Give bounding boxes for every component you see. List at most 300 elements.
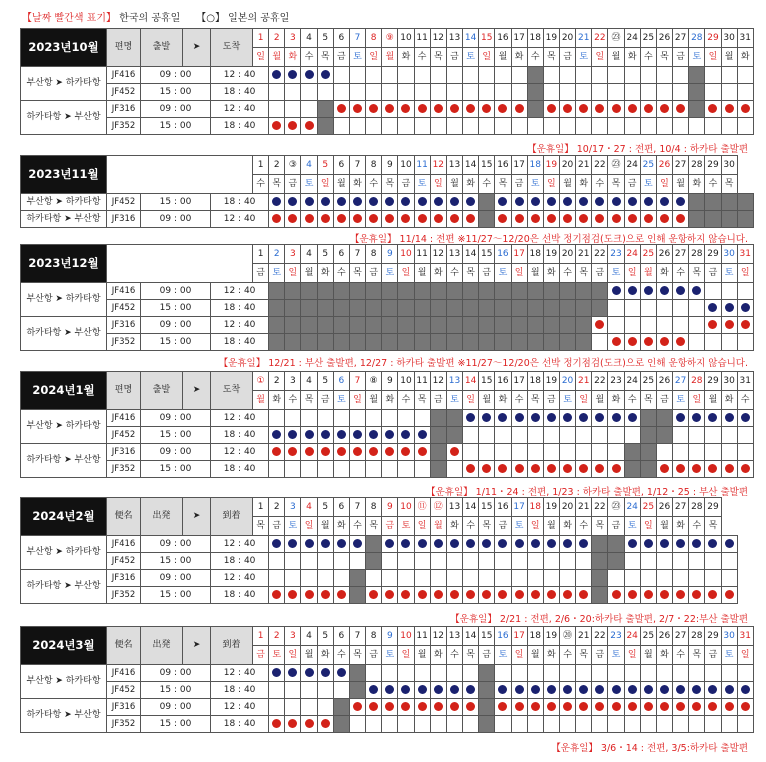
closed-days-note: 【운휴일】 12/21 : 부산 출발편, 12/27 : 하카타 출발편 ※11/27～12/20은 선박 정기점검(도크)으로 인해 운항하지 않습니다.	[218, 358, 748, 369]
weekday-cell: 화	[511, 48, 527, 67]
departure-time: 15 : 00	[141, 300, 211, 317]
date-cell: 13	[446, 29, 462, 48]
day-cell	[705, 716, 721, 733]
day-cell	[592, 427, 608, 444]
date-cell: 8	[366, 245, 382, 264]
flight-number: JF316	[107, 211, 141, 228]
sailing-dot	[337, 447, 346, 456]
arrival-time: 12 : 40	[211, 665, 269, 682]
date-cell: 7	[349, 245, 365, 264]
weekday-cell: 토	[511, 517, 527, 536]
sailing-dot	[644, 197, 653, 206]
date-cell: 29	[705, 627, 721, 646]
date-cell: 23	[608, 372, 624, 391]
day-cell	[269, 461, 285, 478]
closed-cell	[366, 317, 382, 334]
weekday-cell: 수	[446, 646, 462, 665]
closed-cell	[269, 317, 285, 334]
sailing-dot	[547, 197, 556, 206]
date-cell: 30	[721, 156, 737, 175]
header-blank	[107, 156, 253, 194]
weekday-cell: 금	[479, 646, 495, 665]
sailing-dot	[369, 447, 378, 456]
sailing-dot	[741, 413, 750, 422]
day-cell	[559, 194, 575, 211]
sailing-dot	[498, 539, 507, 548]
day-cell	[576, 570, 592, 587]
date-cell: 22	[592, 498, 608, 517]
closed-cell	[640, 461, 656, 478]
sailing-dot	[628, 214, 637, 223]
date-cell: 11	[414, 29, 430, 48]
day-cell	[705, 570, 721, 587]
weekday-cell: 금	[253, 646, 269, 665]
weekday-cell: 월	[543, 517, 559, 536]
date-cell: 4	[301, 29, 317, 48]
flight-number: JF352	[107, 334, 141, 351]
day-cell	[398, 67, 414, 84]
weekday-cell: 월	[333, 175, 349, 194]
day-cell	[705, 101, 721, 118]
weekday-cell: 수	[333, 264, 349, 283]
flight-row	[21, 84, 754, 101]
day-cell	[511, 682, 527, 699]
closed-cell	[527, 334, 543, 351]
weekday-cell: 일	[624, 646, 640, 665]
month-table	[20, 371, 754, 478]
month-section	[20, 28, 752, 135]
arrow-header: ➤	[183, 627, 211, 665]
sailing-dot	[288, 539, 297, 548]
closed-cell	[382, 300, 398, 317]
sailing-dot	[385, 685, 394, 694]
sailing-dot	[385, 539, 394, 548]
weekday-cell: 일	[463, 391, 479, 410]
date-cell: 25	[640, 498, 656, 517]
sailing-dot	[288, 590, 297, 599]
date-cell: 2	[269, 29, 285, 48]
day-cell	[689, 317, 705, 334]
weekday-cell: 수	[463, 517, 479, 536]
weekday-cell: 목	[301, 391, 317, 410]
closed-cell	[269, 283, 285, 300]
date-cell: 17	[511, 627, 527, 646]
route-name: 하카타항 ➤ 부산항	[21, 444, 107, 478]
day-cell	[511, 194, 527, 211]
day-cell	[382, 699, 398, 716]
sailing-dot	[272, 719, 281, 728]
day-cell	[479, 118, 495, 135]
date-cell: 19	[543, 498, 559, 517]
closed-cell	[527, 84, 543, 101]
month-title: 2024년2월	[21, 498, 107, 536]
day-cell	[656, 699, 672, 716]
arrival-header: 도착	[211, 29, 253, 67]
sailing-dot	[708, 539, 717, 548]
day-cell	[430, 84, 446, 101]
sailing-dot	[579, 464, 588, 473]
sailing-dot	[353, 104, 362, 113]
sailing-dot	[337, 590, 346, 599]
day-cell	[737, 317, 753, 334]
closed-cell	[592, 570, 608, 587]
sailing-dot	[676, 197, 685, 206]
weekday-cell: 화	[576, 175, 592, 194]
day-cell	[721, 300, 737, 317]
day-cell	[511, 461, 527, 478]
date-cell: 7	[349, 29, 365, 48]
sailing-dot	[337, 197, 346, 206]
day-cell	[673, 444, 689, 461]
weekday-cell: 토	[559, 391, 575, 410]
day-cell	[414, 410, 430, 427]
day-cell	[673, 553, 689, 570]
sailing-dot	[644, 685, 653, 694]
sailing-dot	[288, 214, 297, 223]
date-cell: 13	[446, 372, 462, 391]
weekday-cell: 목	[656, 48, 672, 67]
day-cell	[592, 194, 608, 211]
sailing-dot	[418, 539, 427, 548]
day-cell	[689, 444, 705, 461]
closed-cell	[559, 300, 575, 317]
day-cell	[269, 410, 285, 427]
day-cell	[608, 317, 624, 334]
sailing-dot	[353, 430, 362, 439]
day-cell	[592, 84, 608, 101]
closed-cell	[349, 665, 365, 682]
arrival-time: 12 : 40	[211, 283, 269, 300]
sailing-dot	[708, 685, 717, 694]
sailing-dot	[660, 286, 669, 295]
day-cell	[349, 118, 365, 135]
closed-cell	[592, 536, 608, 553]
sailing-dot	[321, 197, 330, 206]
day-cell	[608, 716, 624, 733]
date-cell: 5	[317, 372, 333, 391]
date-cell: 17	[511, 498, 527, 517]
sailing-dot	[498, 104, 507, 113]
closed-cell	[463, 300, 479, 317]
flight-row	[21, 334, 754, 351]
closed-cell	[527, 283, 543, 300]
closed-cell	[446, 334, 462, 351]
day-cell	[382, 536, 398, 553]
day-cell	[559, 101, 575, 118]
day-cell	[398, 699, 414, 716]
closed-cell	[479, 682, 495, 699]
arrival-time: 12 : 40	[211, 699, 269, 716]
sailing-dot	[692, 539, 701, 548]
day-cell	[333, 101, 349, 118]
day-cell	[559, 84, 575, 101]
closed-cell	[511, 317, 527, 334]
sailing-dot	[401, 214, 410, 223]
sailing-dot	[660, 685, 669, 694]
flight-number: JF316	[107, 444, 141, 461]
date-cell: ㉓	[608, 156, 624, 175]
date-cell: 14	[463, 245, 479, 264]
flight-number: JF352	[107, 587, 141, 604]
month-table	[20, 497, 754, 604]
sailing-dot	[369, 214, 378, 223]
day-cell	[559, 444, 575, 461]
weekday-cell: 목	[705, 517, 721, 536]
day-cell	[430, 682, 446, 699]
weekday-cell: 목	[349, 646, 365, 665]
flight-number: JF452	[107, 553, 141, 570]
sailing-dot	[725, 464, 734, 473]
day-cell	[301, 587, 317, 604]
sailing-dot	[272, 590, 281, 599]
route-name: 하카타항 ➤ 부산항	[21, 570, 107, 604]
date-cell: 17	[511, 372, 527, 391]
weekday-cell: 화	[543, 264, 559, 283]
day-cell	[317, 716, 333, 733]
sailing-dot	[466, 590, 475, 599]
sailing-dot	[272, 539, 281, 548]
date-cell: 30	[721, 372, 737, 391]
day-cell	[446, 536, 462, 553]
day-cell	[559, 553, 575, 570]
day-cell	[301, 570, 317, 587]
closed-cell	[705, 194, 721, 211]
closed-cell	[543, 317, 559, 334]
day-cell	[689, 553, 705, 570]
weekday-cell: 금	[592, 646, 608, 665]
day-cell	[721, 587, 737, 604]
day-cell	[656, 211, 672, 228]
sailing-dot	[353, 702, 362, 711]
day-cell	[317, 444, 333, 461]
day-cell	[624, 101, 640, 118]
day-cell	[576, 101, 592, 118]
date-cell: 2	[269, 372, 285, 391]
date-cell: 30	[721, 245, 737, 264]
legend-red-label: 【날짜 빨간색 표기】	[22, 13, 116, 24]
date-row	[21, 29, 754, 48]
date-cell: 20	[559, 156, 575, 175]
day-cell	[673, 716, 689, 733]
date-cell	[721, 498, 737, 517]
sailing-dot	[450, 539, 459, 548]
date-cell: 25	[640, 245, 656, 264]
sailing-dot	[482, 590, 491, 599]
weekday-cell	[737, 517, 753, 536]
closed-cell	[527, 317, 543, 334]
day-cell	[640, 84, 656, 101]
date-cell: 19	[543, 29, 559, 48]
date-cell: 24	[624, 156, 640, 175]
sailing-dot	[612, 685, 621, 694]
day-cell	[543, 410, 559, 427]
departure-time: 09 : 00	[141, 444, 211, 461]
date-cell: 6	[333, 245, 349, 264]
sailing-dot	[725, 303, 734, 312]
day-cell	[463, 410, 479, 427]
sailing-dot	[288, 70, 297, 79]
sailing-dot	[450, 702, 459, 711]
weekday-cell: 수	[673, 646, 689, 665]
weekday-cell: 목	[430, 48, 446, 67]
day-cell	[446, 444, 462, 461]
date-cell: 26	[656, 156, 672, 175]
date-cell: 13	[446, 245, 462, 264]
day-cell	[285, 716, 301, 733]
sailing-dot	[612, 197, 621, 206]
weekday-cell: 금	[317, 391, 333, 410]
day-cell	[398, 587, 414, 604]
day-cell	[592, 410, 608, 427]
date-cell: 12	[430, 245, 446, 264]
sailing-dot	[515, 702, 524, 711]
month-table	[20, 244, 754, 351]
weekday-cell	[721, 517, 737, 536]
day-cell	[463, 101, 479, 118]
day-cell	[689, 410, 705, 427]
day-cell	[398, 194, 414, 211]
sailing-dot	[676, 590, 685, 599]
closed-cell	[446, 317, 462, 334]
weekday-cell: 목	[414, 391, 430, 410]
weekday-cell: 목	[349, 264, 365, 283]
date-cell: 28	[689, 245, 705, 264]
day-cell	[349, 427, 365, 444]
sailing-dot	[595, 320, 604, 329]
day-cell	[382, 67, 398, 84]
departure-header: 出発	[141, 498, 183, 536]
sailing-dot	[450, 590, 459, 599]
day-cell	[737, 410, 753, 427]
closed-cell	[398, 300, 414, 317]
day-cell	[366, 101, 382, 118]
day-cell	[576, 587, 592, 604]
closed-cell	[527, 300, 543, 317]
sailing-dot	[498, 197, 507, 206]
sailing-dot	[692, 413, 701, 422]
date-cell: 5	[317, 156, 333, 175]
flight-row	[21, 67, 754, 84]
day-cell	[463, 194, 479, 211]
closed-cell	[689, 84, 705, 101]
day-cell	[301, 553, 317, 570]
day-cell	[333, 536, 349, 553]
arrival-time: 18 : 40	[211, 300, 269, 317]
sailing-dot	[547, 539, 556, 548]
day-cell	[576, 444, 592, 461]
sailing-dot	[434, 685, 443, 694]
closed-cell	[463, 334, 479, 351]
sailing-dot	[434, 104, 443, 113]
sailing-dot	[708, 303, 717, 312]
closed-cell	[398, 317, 414, 334]
day-cell	[656, 300, 672, 317]
sailing-dot	[272, 447, 281, 456]
weekday-cell: 화	[721, 391, 737, 410]
departure-time: 09 : 00	[141, 410, 211, 427]
date-cell: 21	[576, 245, 592, 264]
sailing-dot	[628, 590, 637, 599]
sailing-dot	[434, 702, 443, 711]
date-cell: 11	[414, 156, 430, 175]
weekday-cell: 토	[640, 175, 656, 194]
day-cell	[673, 118, 689, 135]
weekday-cell: 토	[349, 48, 365, 67]
day-cell	[721, 101, 737, 118]
day-cell	[705, 461, 721, 478]
day-cell	[333, 461, 349, 478]
weekday-cell: 수	[705, 175, 721, 194]
closed-cell	[446, 427, 462, 444]
closed-cell	[495, 317, 511, 334]
day-cell	[511, 699, 527, 716]
day-cell	[430, 587, 446, 604]
closed-cell	[479, 334, 495, 351]
day-cell	[366, 84, 382, 101]
closed-cell	[430, 334, 446, 351]
departure-header: 出発	[141, 627, 183, 665]
day-cell	[446, 716, 462, 733]
day-cell	[543, 67, 559, 84]
sailing-dot	[272, 121, 281, 130]
date-cell: 10	[398, 627, 414, 646]
sailing-dot	[725, 320, 734, 329]
sailing-dot	[272, 70, 281, 79]
flight-number: JF416	[107, 665, 141, 682]
weekday-cell: 금	[592, 264, 608, 283]
day-cell	[576, 67, 592, 84]
closed-cell	[430, 300, 446, 317]
day-cell	[737, 587, 753, 604]
closed-cell	[721, 211, 737, 228]
day-cell	[576, 410, 592, 427]
weekday-cell: 토	[689, 48, 705, 67]
date-cell: 18	[527, 372, 543, 391]
day-cell	[576, 699, 592, 716]
day-cell	[446, 84, 462, 101]
day-cell	[592, 211, 608, 228]
day-cell	[382, 461, 398, 478]
day-cell	[317, 410, 333, 427]
closed-cell	[398, 334, 414, 351]
date-cell: 27	[673, 498, 689, 517]
day-cell	[527, 194, 543, 211]
weekday-cell: 월	[414, 646, 430, 665]
day-cell	[640, 682, 656, 699]
weekday-cell: 일	[737, 646, 753, 665]
day-cell	[446, 118, 462, 135]
day-cell	[349, 444, 365, 461]
day-cell	[640, 570, 656, 587]
day-cell	[543, 118, 559, 135]
closed-cell	[479, 665, 495, 682]
weekday-cell: 토	[608, 646, 624, 665]
closed-cell	[656, 410, 672, 427]
day-cell	[349, 699, 365, 716]
weekday-cell: 금	[446, 48, 462, 67]
flight-number: JF416	[107, 536, 141, 553]
sailing-dot	[321, 70, 330, 79]
day-cell	[317, 570, 333, 587]
day-cell	[382, 444, 398, 461]
arrow-header: ➤	[183, 29, 211, 67]
day-cell	[446, 587, 462, 604]
day-cell	[511, 101, 527, 118]
sailing-dot	[547, 104, 556, 113]
day-cell	[559, 587, 575, 604]
day-cell	[269, 716, 285, 733]
sailing-dot	[628, 702, 637, 711]
